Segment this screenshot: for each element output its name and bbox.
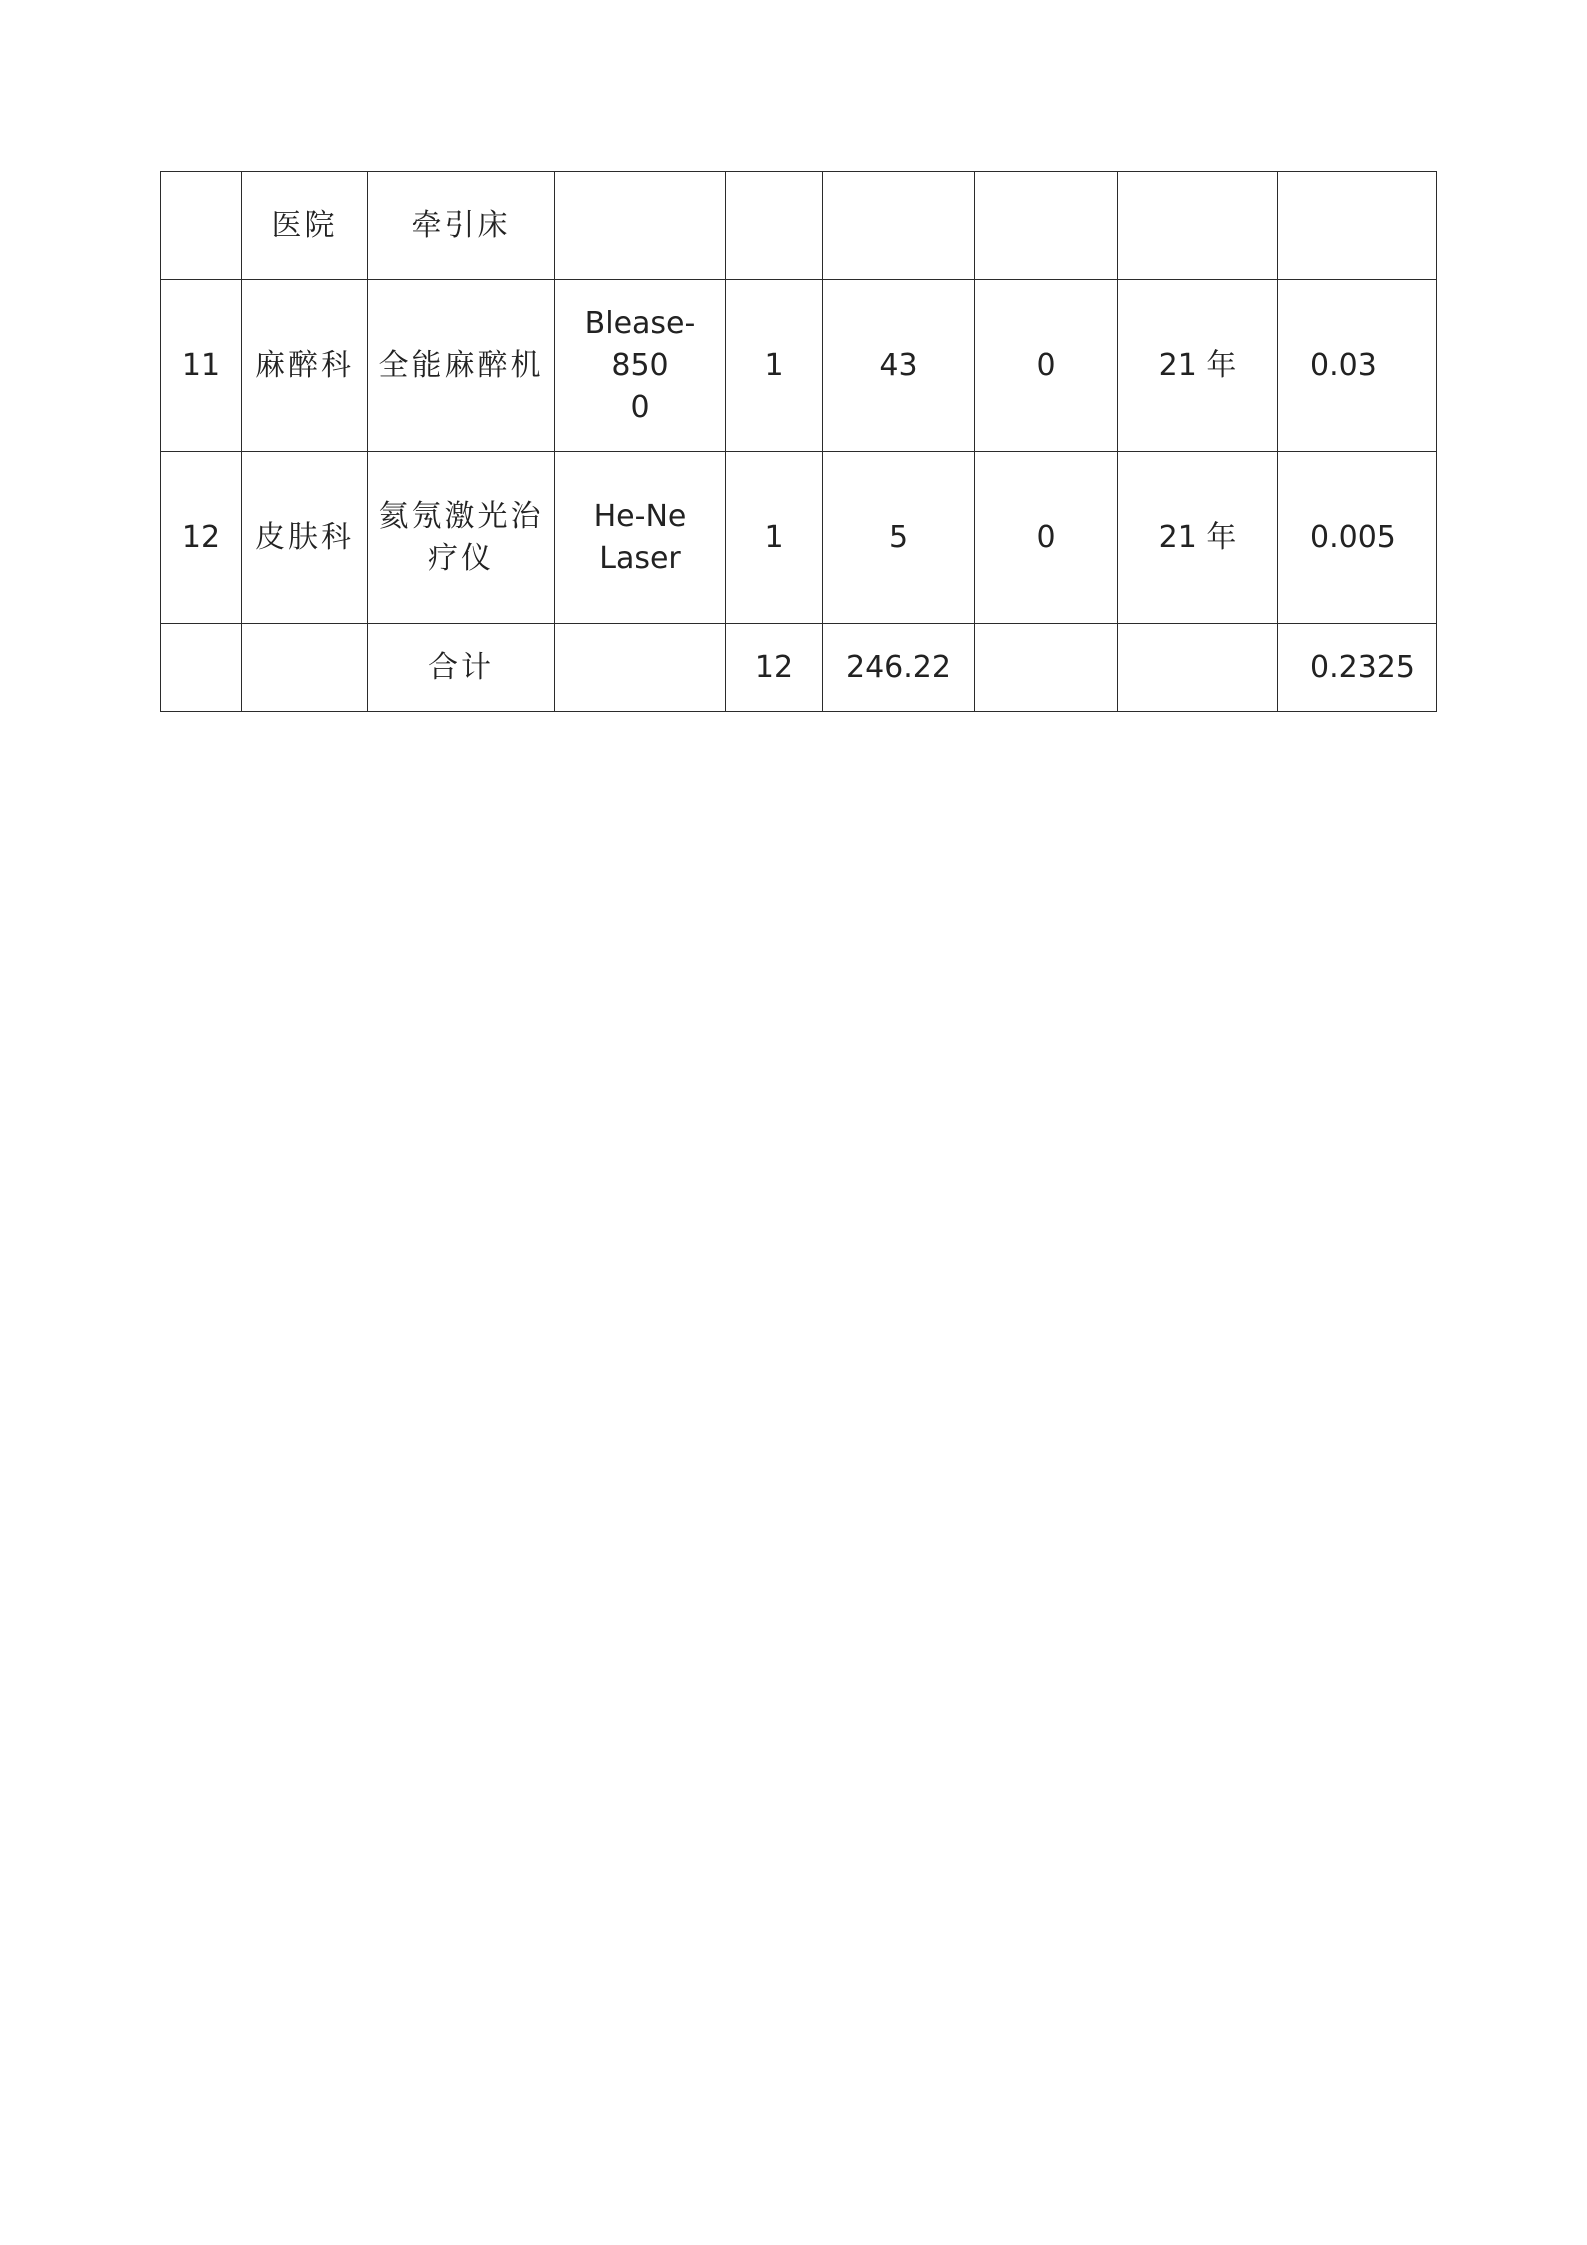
equipment-table — [160, 171, 1437, 712]
table-row — [161, 452, 1437, 624]
cell-dept: 麻醉科 — [242, 280, 368, 452]
cell-dept — [242, 624, 368, 712]
cell-power — [823, 172, 975, 280]
table-row — [161, 280, 1437, 452]
cell-model — [555, 172, 726, 280]
cell-qty — [726, 172, 823, 280]
cell-years — [1118, 172, 1278, 280]
cell-power: 5 — [823, 452, 975, 624]
cell-qty: 1 — [726, 280, 823, 452]
cell-no — [161, 172, 242, 280]
cell-total-label: 合计 — [368, 624, 555, 712]
cell-total-power: 246.22 — [823, 624, 975, 712]
cell-no: 12 — [161, 452, 242, 624]
cell-total-qty: 12 — [726, 624, 823, 712]
cell-last: 0.005 — [1278, 452, 1437, 624]
cell-years: 21 年 — [1118, 280, 1278, 452]
cell-no: 11 — [161, 280, 242, 452]
cell-power: 43 — [823, 280, 975, 452]
cell-model — [555, 624, 726, 712]
cell-name: 全能麻醉机 — [368, 280, 555, 452]
cell-c7 — [975, 624, 1118, 712]
cell-model: He-Ne Laser — [555, 452, 726, 624]
cell-total-last: 0.2325 — [1278, 624, 1437, 712]
cell-c7: 0 — [975, 280, 1118, 452]
cell-years — [1118, 624, 1278, 712]
cell-last — [1278, 172, 1437, 280]
cell-dept: 皮肤科 — [242, 452, 368, 624]
cell-last: 0.03 — [1278, 280, 1437, 452]
cell-dept: 医院 — [242, 172, 368, 280]
cell-model: Blease-850 0 — [555, 280, 726, 452]
cell-qty: 1 — [726, 452, 823, 624]
cell-no — [161, 624, 242, 712]
cell-name: 氦氖激光治 疗仪 — [368, 452, 555, 624]
cell-years: 21 年 — [1118, 452, 1278, 624]
cell-c7 — [975, 172, 1118, 280]
table-row — [161, 624, 1437, 712]
table-row — [161, 172, 1437, 280]
cell-name: 牵引床 — [368, 172, 555, 280]
cell-c7: 0 — [975, 452, 1118, 624]
